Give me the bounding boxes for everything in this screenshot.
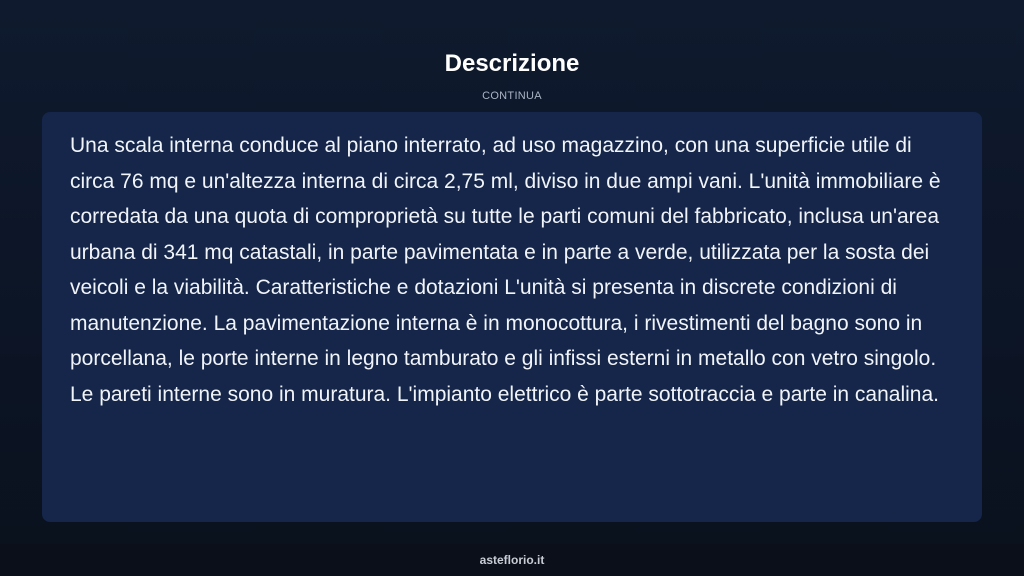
footer [0, 544, 1024, 576]
site-name: asteflorio.it [479, 553, 545, 567]
page-title: Descrizione [444, 50, 580, 77]
continua-label: CONTINUA [482, 90, 542, 102]
description-card [42, 112, 982, 522]
description-text: Una scala interna conduce al piano interrato, ad uso magazzino, con una superficie utile di circa 76 mq e un'altezza interna di circa 2,75 ml, diviso in due ampi vani. L'unità immobiliare è corredata da una quota di comproprietà su tutte le parti comuni del fabbricato, inclusa un'area urbana di 341 mq catastali, in parte pavimentata e in parte a verde, utilizzata per la sosta dei veicoli e la viabilità. Caratteristiche e dotazioni L'unità si presenta in discrete condizioni di manutenzione. La pavimentazione interna è in monocottura, i rivestimenti del bagno sono in porcellana, le porte interne in legno tamburato e gli infissi esterni in metallo con vetro singolo. Le pareti interne sono in muratura. L'impianto elettrico è parte sottotraccia e parte in canalina. [70, 134, 941, 406]
